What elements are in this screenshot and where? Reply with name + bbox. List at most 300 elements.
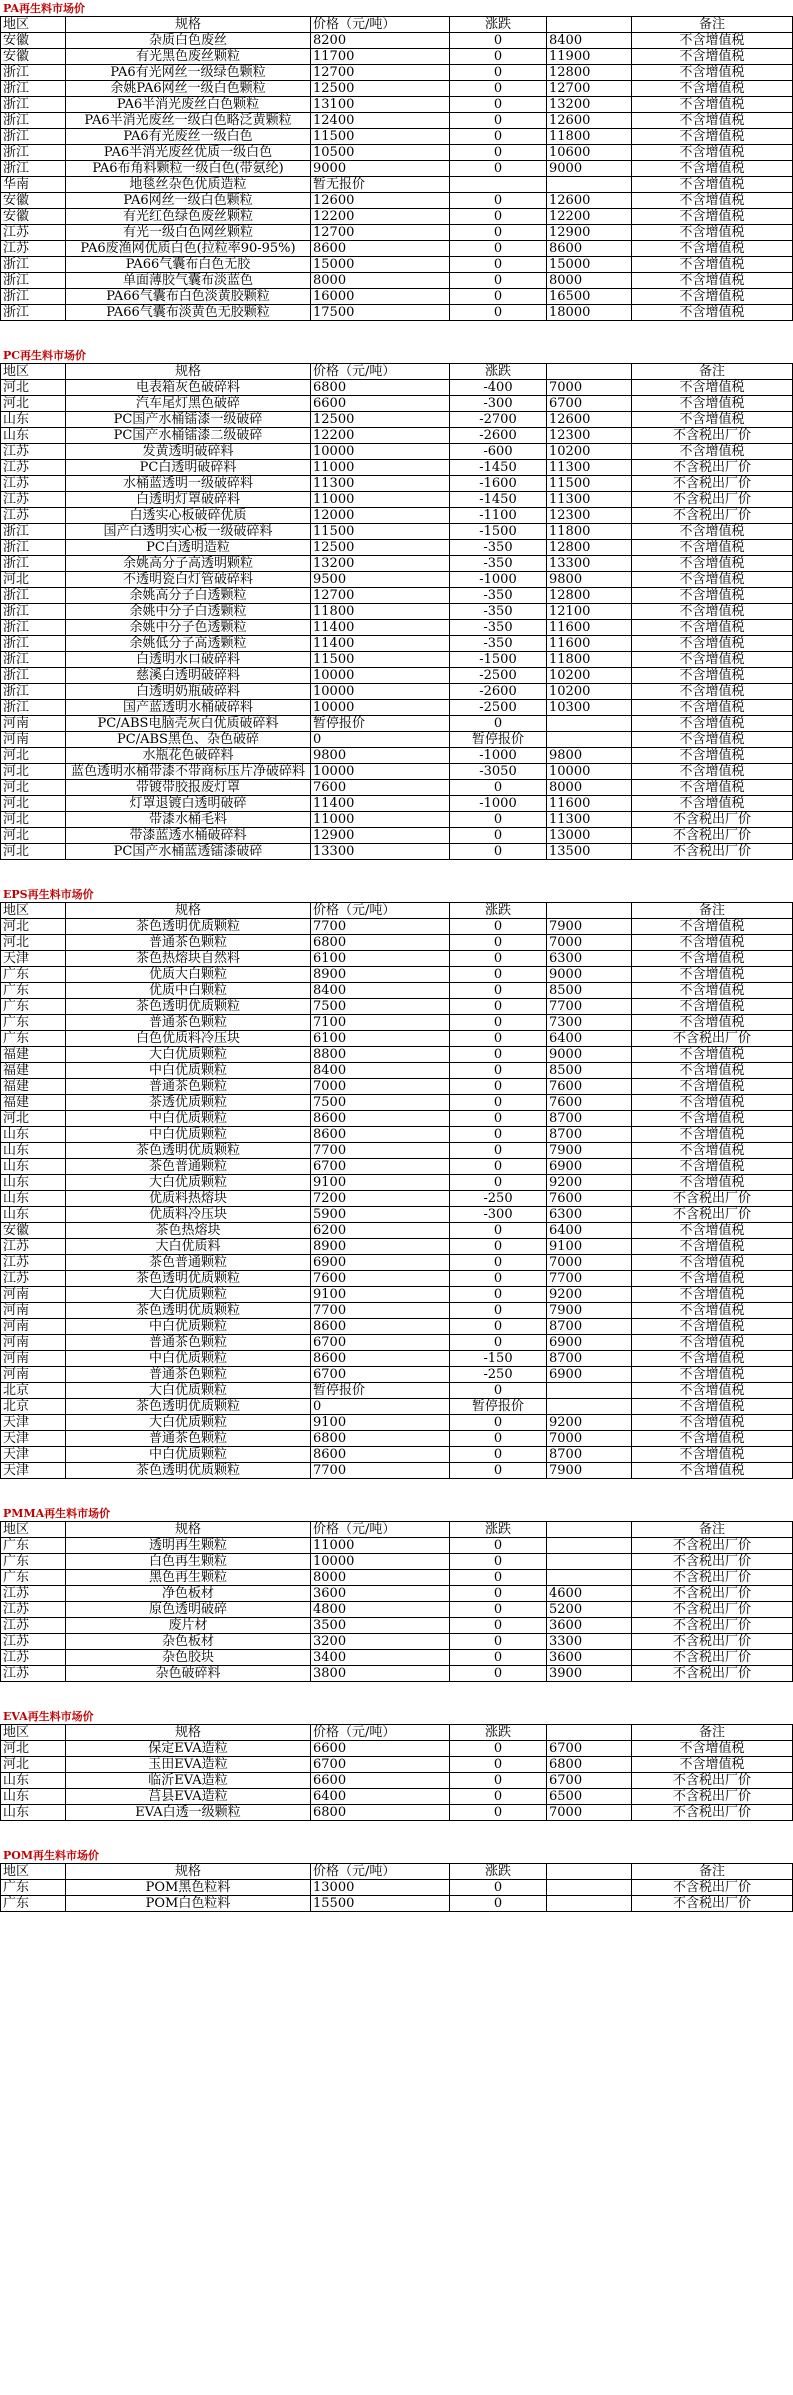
spec-cell: 余姚低分子高透颗粒 <box>66 636 311 652</box>
price-high-cell: 12600 <box>547 193 632 209</box>
section-title: PA再生料市场价 <box>3 2 86 15</box>
region-cell: 河南 <box>1 732 66 748</box>
change-cell: 0 <box>450 65 547 81</box>
spec-cell: 白透明水口破碎料 <box>66 652 311 668</box>
price-high-cell <box>547 732 632 748</box>
market-section <box>0 1682 793 1821</box>
region-cell: 山东 <box>1 1805 66 1821</box>
header-cell: 备注 <box>632 903 793 919</box>
table-row <box>1 1741 793 1757</box>
table-row <box>1 1431 793 1447</box>
note-cell: 不含增值税 <box>632 129 793 145</box>
price-cell: 12600 <box>311 193 450 209</box>
market-section <box>0 321 793 860</box>
table-row <box>1 1111 793 1127</box>
price-cell: 8600 <box>311 1447 450 1463</box>
header-cell: 涨跌 <box>450 1864 547 1880</box>
region-cell: 浙江 <box>1 668 66 684</box>
spec-cell: 杂质白色废丝 <box>66 33 311 49</box>
table-row <box>1 1015 793 1031</box>
price-high-cell: 13200 <box>547 97 632 113</box>
price-high-cell: 9000 <box>547 967 632 983</box>
spec-cell: 大白优质料 <box>66 1239 311 1255</box>
region-cell: 安徽 <box>1 1223 66 1239</box>
price-high-cell: 18000 <box>547 305 632 321</box>
change-cell: 0 <box>450 1618 547 1634</box>
market-section <box>0 1479 793 1682</box>
change-cell: 0 <box>450 1287 547 1303</box>
table-header-row <box>1 903 793 919</box>
region-cell: 河北 <box>1 1111 66 1127</box>
note-cell: 不含税出厂价 <box>632 1789 793 1805</box>
price-cell: 11000 <box>311 492 450 508</box>
price-cell: 6700 <box>311 1757 450 1773</box>
note-cell: 不含税出厂价 <box>632 1650 793 1666</box>
change-cell: 0 <box>450 113 547 129</box>
change-cell: -300 <box>450 396 547 412</box>
spec-cell: PA6布角料颗粒一级白色(带氨纶) <box>66 161 311 177</box>
price-cell: 6800 <box>311 1805 450 1821</box>
section-title: EPS再生料市场价 <box>3 888 94 901</box>
table-row <box>1 396 793 412</box>
region-cell: 广东 <box>1 1554 66 1570</box>
table-row <box>1 1415 793 1431</box>
price-high-cell: 12700 <box>547 81 632 97</box>
table-row <box>1 652 793 668</box>
spec-cell: 带漆蓝透水桶破碎料 <box>66 828 311 844</box>
spec-cell: 大白优质颗粒 <box>66 1415 311 1431</box>
price-cell: 12500 <box>311 81 450 97</box>
change-cell: 0 <box>450 1079 547 1095</box>
table-row <box>1 273 793 289</box>
spec-cell: 国产蓝透明水桶破碎料 <box>66 700 311 716</box>
note-cell: 不含税出厂价 <box>632 1773 793 1789</box>
spec-cell: 不透明瓷白灯管破碎料 <box>66 572 311 588</box>
region-cell: 浙江 <box>1 652 66 668</box>
table-row <box>1 732 793 748</box>
region-cell: 江苏 <box>1 1239 66 1255</box>
note-cell: 不含税出厂价 <box>632 1554 793 1570</box>
change-cell: 0 <box>450 780 547 796</box>
spec-cell: 余姚高分子白透颗粒 <box>66 588 311 604</box>
region-cell: 浙江 <box>1 81 66 97</box>
spec-cell: PA66气囊布白色无胶 <box>66 257 311 273</box>
change-cell: 0 <box>450 33 547 49</box>
table-row <box>1 604 793 620</box>
price-high-cell: 6500 <box>547 1789 632 1805</box>
price-cell: 10000 <box>311 444 450 460</box>
price-cell: 7600 <box>311 1271 450 1287</box>
note-cell: 不含税出厂价 <box>632 1896 793 1912</box>
note-cell: 不含增值税 <box>632 1367 793 1383</box>
note-cell: 不含税出厂价 <box>632 1538 793 1554</box>
change-cell: 0 <box>450 935 547 951</box>
region-cell: 山东 <box>1 1207 66 1223</box>
price-cell: 3600 <box>311 1586 450 1602</box>
table-row <box>1 1319 793 1335</box>
table-row <box>1 1127 793 1143</box>
table-row <box>1 49 793 65</box>
region-cell: 浙江 <box>1 161 66 177</box>
header-cell <box>547 1725 632 1741</box>
change-cell: 0 <box>450 967 547 983</box>
header-cell: 地区 <box>1 1864 66 1880</box>
table-row <box>1 380 793 396</box>
price-high-cell: 11300 <box>547 492 632 508</box>
spec-cell: PC/ABS电脑壳灰白优质破碎料 <box>66 716 311 732</box>
price-cell: 13200 <box>311 556 450 572</box>
price-high-cell: 12100 <box>547 604 632 620</box>
region-cell: 山东 <box>1 428 66 444</box>
region-cell: 天津 <box>1 1431 66 1447</box>
note-cell: 不含增值税 <box>632 1741 793 1757</box>
header-cell: 价格（元/吨） <box>311 1522 450 1538</box>
note-cell: 不含税出厂价 <box>632 1805 793 1821</box>
change-cell: -350 <box>450 556 547 572</box>
price-high-cell: 12800 <box>547 588 632 604</box>
region-cell: 浙江 <box>1 97 66 113</box>
note-cell: 不含增值税 <box>632 273 793 289</box>
price-cell: 6600 <box>311 1773 450 1789</box>
table-row <box>1 700 793 716</box>
table-row <box>1 1634 793 1650</box>
spec-cell: 白色优质料冷压块 <box>66 1031 311 1047</box>
region-cell: 天津 <box>1 1463 66 1479</box>
price-cell: 3800 <box>311 1666 450 1682</box>
change-cell: -3050 <box>450 764 547 780</box>
section-gap <box>0 1821 793 1847</box>
region-cell: 广东 <box>1 983 66 999</box>
note-cell: 不含税出厂价 <box>632 1570 793 1586</box>
price-cell: 11000 <box>311 460 450 476</box>
region-cell: 浙江 <box>1 145 66 161</box>
header-cell: 备注 <box>632 1864 793 1880</box>
price-high-cell: 7000 <box>547 380 632 396</box>
region-cell: 广东 <box>1 1570 66 1586</box>
spec-cell: 临沂EVA造粒 <box>66 1773 311 1789</box>
price-high-cell: 6900 <box>547 1335 632 1351</box>
price-cell: 11400 <box>311 636 450 652</box>
region-cell: 河北 <box>1 844 66 860</box>
spec-cell: PC国产水桶镭漆二级破碎 <box>66 428 311 444</box>
note-cell: 不含税出厂价 <box>632 1602 793 1618</box>
table-row <box>1 177 793 193</box>
note-cell: 不含增值税 <box>632 951 793 967</box>
table-row <box>1 508 793 524</box>
price-high-cell: 12300 <box>547 508 632 524</box>
header-cell: 涨跌 <box>450 17 547 33</box>
table-header-row <box>1 364 793 380</box>
change-cell: 暂停报价 <box>450 1399 547 1415</box>
note-cell: 不含税出厂价 <box>632 812 793 828</box>
table-row <box>1 780 793 796</box>
note-cell: 不含增值税 <box>632 572 793 588</box>
table-row <box>1 241 793 257</box>
price-cell: 9000 <box>311 161 450 177</box>
header-cell: 涨跌 <box>450 1725 547 1741</box>
price-high-cell: 12600 <box>547 113 632 129</box>
section-title: POM再生料市场价 <box>3 1849 100 1862</box>
spec-cell: 普通茶色颗粒 <box>66 1335 311 1351</box>
note-cell: 不含增值税 <box>632 1335 793 1351</box>
table-row <box>1 145 793 161</box>
region-cell: 北京 <box>1 1383 66 1399</box>
change-cell: 0 <box>450 161 547 177</box>
region-cell: 河北 <box>1 396 66 412</box>
change-cell: -1100 <box>450 508 547 524</box>
region-cell: 浙江 <box>1 305 66 321</box>
spec-cell: 茶色热熔块自然料 <box>66 951 311 967</box>
price-cell: 6900 <box>311 1255 450 1271</box>
price-high-cell: 6700 <box>547 396 632 412</box>
note-cell: 不含增值税 <box>632 1255 793 1271</box>
change-cell: -1500 <box>450 524 547 540</box>
price-high-cell: 6400 <box>547 1223 632 1239</box>
region-cell: 广东 <box>1 967 66 983</box>
note-cell: 不含增值税 <box>632 935 793 951</box>
price-cell: 8400 <box>311 983 450 999</box>
spec-cell: PA6半消光废丝一级白色略泛黄颗粒 <box>66 113 311 129</box>
region-cell: 河南 <box>1 1287 66 1303</box>
note-cell: 不含税出厂价 <box>632 476 793 492</box>
price-high-cell: 11300 <box>547 812 632 828</box>
note-cell: 不含增值税 <box>632 193 793 209</box>
spec-cell: PA6废渔网优质白色(拉粒率90-95%) <box>66 241 311 257</box>
region-cell: 河北 <box>1 380 66 396</box>
table-row <box>1 1047 793 1063</box>
spec-cell: 莒县EVA造粒 <box>66 1789 311 1805</box>
change-cell: -400 <box>450 380 547 396</box>
change-cell: -350 <box>450 636 547 652</box>
change-cell: -2500 <box>450 700 547 716</box>
table-row <box>1 556 793 572</box>
price-cell: 暂停报价 <box>311 716 450 732</box>
section-gap <box>0 1479 793 1505</box>
spec-cell: 杂色胶块 <box>66 1650 311 1666</box>
table-row <box>1 1538 793 1554</box>
price-cell: 8600 <box>311 1319 450 1335</box>
note-cell: 不含税出厂价 <box>632 460 793 476</box>
price-high-cell: 10600 <box>547 145 632 161</box>
change-cell: 0 <box>450 1143 547 1159</box>
spec-cell: 白透明奶瓶破碎料 <box>66 684 311 700</box>
note-cell: 不含增值税 <box>632 1319 793 1335</box>
spec-cell: 中白优质颗粒 <box>66 1319 311 1335</box>
note-cell: 不含增值税 <box>632 1047 793 1063</box>
price-table <box>0 16 793 321</box>
change-cell: 0 <box>450 1666 547 1682</box>
spec-cell: 地毯丝杂色优质造粒 <box>66 177 311 193</box>
price-cell: 8900 <box>311 1239 450 1255</box>
change-cell: 0 <box>450 81 547 97</box>
price-high-cell <box>547 1383 632 1399</box>
price-high-cell: 6300 <box>547 951 632 967</box>
change-cell: 0 <box>450 1650 547 1666</box>
note-cell: 不含增值税 <box>632 1127 793 1143</box>
price-high-cell: 9200 <box>547 1415 632 1431</box>
price-cell: 3500 <box>311 1618 450 1634</box>
price-high-cell: 8700 <box>547 1127 632 1143</box>
note-cell: 不含增值税 <box>632 636 793 652</box>
note-cell: 不含增值税 <box>632 748 793 764</box>
section-gap <box>0 1682 793 1708</box>
price-high-cell: 9100 <box>547 1239 632 1255</box>
spec-cell: 白透明灯罩破碎料 <box>66 492 311 508</box>
change-cell: 0 <box>450 983 547 999</box>
change-cell: 0 <box>450 209 547 225</box>
price-high-cell <box>547 1538 632 1554</box>
spec-cell: 有光黑色废丝颗粒 <box>66 49 311 65</box>
note-cell: 不含增值税 <box>632 1015 793 1031</box>
price-high-cell: 10200 <box>547 684 632 700</box>
price-high-cell: 3300 <box>547 1634 632 1650</box>
region-cell: 江苏 <box>1 1255 66 1271</box>
price-high-cell: 11500 <box>547 476 632 492</box>
note-cell: 不含增值税 <box>632 97 793 113</box>
region-cell: 广东 <box>1 999 66 1015</box>
price-cell: 7600 <box>311 780 450 796</box>
note-cell: 不含增值税 <box>632 225 793 241</box>
price-cell: 8600 <box>311 241 450 257</box>
change-cell: -1000 <box>450 796 547 812</box>
region-cell: 山东 <box>1 1789 66 1805</box>
region-cell: 浙江 <box>1 700 66 716</box>
price-high-cell: 8500 <box>547 983 632 999</box>
note-cell: 不含增值税 <box>632 700 793 716</box>
region-cell: 天津 <box>1 951 66 967</box>
table-row <box>1 225 793 241</box>
spec-cell: 有光红色绿色废丝颗粒 <box>66 209 311 225</box>
spec-cell: 白色再生颗粒 <box>66 1554 311 1570</box>
region-cell: 河南 <box>1 1303 66 1319</box>
table-row <box>1 476 793 492</box>
price-cell: 11500 <box>311 524 450 540</box>
table-row <box>1 1271 793 1287</box>
header-cell: 地区 <box>1 1725 66 1741</box>
table-row <box>1 812 793 828</box>
spec-cell: PA66气囊布淡黄色无胶颗粒 <box>66 305 311 321</box>
table-row <box>1 65 793 81</box>
price-cell: 9100 <box>311 1287 450 1303</box>
table-row <box>1 796 793 812</box>
note-cell: 不含增值税 <box>632 1271 793 1287</box>
region-cell: 天津 <box>1 1447 66 1463</box>
change-cell: -350 <box>450 604 547 620</box>
note-cell: 不含增值税 <box>632 604 793 620</box>
change-cell: 0 <box>450 1335 547 1351</box>
region-cell: 河南 <box>1 1351 66 1367</box>
price-cell: 12700 <box>311 65 450 81</box>
price-cell: 11000 <box>311 812 450 828</box>
table-row <box>1 967 793 983</box>
table-row <box>1 684 793 700</box>
price-cell: 5900 <box>311 1207 450 1223</box>
change-cell: 0 <box>450 97 547 113</box>
spec-cell: PC国产水桶镭漆一级破碎 <box>66 412 311 428</box>
change-cell: 0 <box>450 812 547 828</box>
change-cell: 0 <box>450 1047 547 1063</box>
price-cell: 12500 <box>311 412 450 428</box>
price-cell: 12700 <box>311 588 450 604</box>
price-high-cell: 11800 <box>547 129 632 145</box>
spec-cell: 茶色热熔块 <box>66 1223 311 1239</box>
change-cell: -350 <box>450 620 547 636</box>
table-row <box>1 1757 793 1773</box>
change-cell: 0 <box>450 1175 547 1191</box>
price-cell: 11500 <box>311 652 450 668</box>
price-high-cell: 10000 <box>547 764 632 780</box>
price-cell: 9100 <box>311 1175 450 1191</box>
note-cell: 不含税出厂价 <box>632 1634 793 1650</box>
table-row <box>1 1447 793 1463</box>
header-cell: 涨跌 <box>450 903 547 919</box>
change-cell: 0 <box>450 1255 547 1271</box>
table-row <box>1 1335 793 1351</box>
region-cell: 河北 <box>1 796 66 812</box>
price-high-cell: 9800 <box>547 572 632 588</box>
table-row <box>1 572 793 588</box>
note-cell: 不含增值税 <box>632 380 793 396</box>
table-row <box>1 764 793 780</box>
change-cell: 0 <box>450 844 547 860</box>
price-high-cell: 13300 <box>547 556 632 572</box>
price-high-cell: 12200 <box>547 209 632 225</box>
price-cell: 6700 <box>311 1159 450 1175</box>
table-row <box>1 129 793 145</box>
change-cell: 0 <box>450 241 547 257</box>
price-high-cell <box>547 1570 632 1586</box>
spec-cell: 带漆水桶毛料 <box>66 812 311 828</box>
region-cell: 广东 <box>1 1880 66 1896</box>
region-cell: 浙江 <box>1 65 66 81</box>
note-cell: 不含增值税 <box>632 33 793 49</box>
change-cell: 0 <box>450 1223 547 1239</box>
spec-cell: 中白优质颗粒 <box>66 1351 311 1367</box>
table-row <box>1 412 793 428</box>
header-cell <box>547 17 632 33</box>
note-cell: 不含增值税 <box>632 684 793 700</box>
header-cell: 备注 <box>632 17 793 33</box>
price-cell: 暂无报价 <box>311 177 450 193</box>
price-high-cell: 7600 <box>547 1191 632 1207</box>
spec-cell: 茶色透明优质颗粒 <box>66 1143 311 1159</box>
change-cell: 0 <box>450 1570 547 1586</box>
spec-cell: 大白优质颗粒 <box>66 1287 311 1303</box>
price-cell: 13100 <box>311 97 450 113</box>
price-cell: 6400 <box>311 1789 450 1805</box>
spec-cell: 普通茶色颗粒 <box>66 935 311 951</box>
price-high-cell: 9000 <box>547 1047 632 1063</box>
change-cell: 0 <box>450 716 547 732</box>
spec-cell: 大白优质颗粒 <box>66 1175 311 1191</box>
price-cell: 暂停报价 <box>311 1383 450 1399</box>
spec-cell: 茶色透明优质颗粒 <box>66 919 311 935</box>
region-cell: 浙江 <box>1 540 66 556</box>
table-header-row <box>1 17 793 33</box>
change-cell: -250 <box>450 1191 547 1207</box>
note-cell: 不含增值税 <box>632 732 793 748</box>
price-cell: 8600 <box>311 1351 450 1367</box>
spec-cell: PA66气囊布白色淡黄胶颗粒 <box>66 289 311 305</box>
price-cell: 10000 <box>311 764 450 780</box>
region-cell: 浙江 <box>1 684 66 700</box>
spec-cell: 国产白透明实心板一级破碎料 <box>66 524 311 540</box>
price-high-cell: 6900 <box>547 1159 632 1175</box>
price-cell: 7100 <box>311 1015 450 1031</box>
market-section <box>0 860 793 1479</box>
spec-cell: 优质料热熔块 <box>66 1191 311 1207</box>
change-cell: 0 <box>450 129 547 145</box>
